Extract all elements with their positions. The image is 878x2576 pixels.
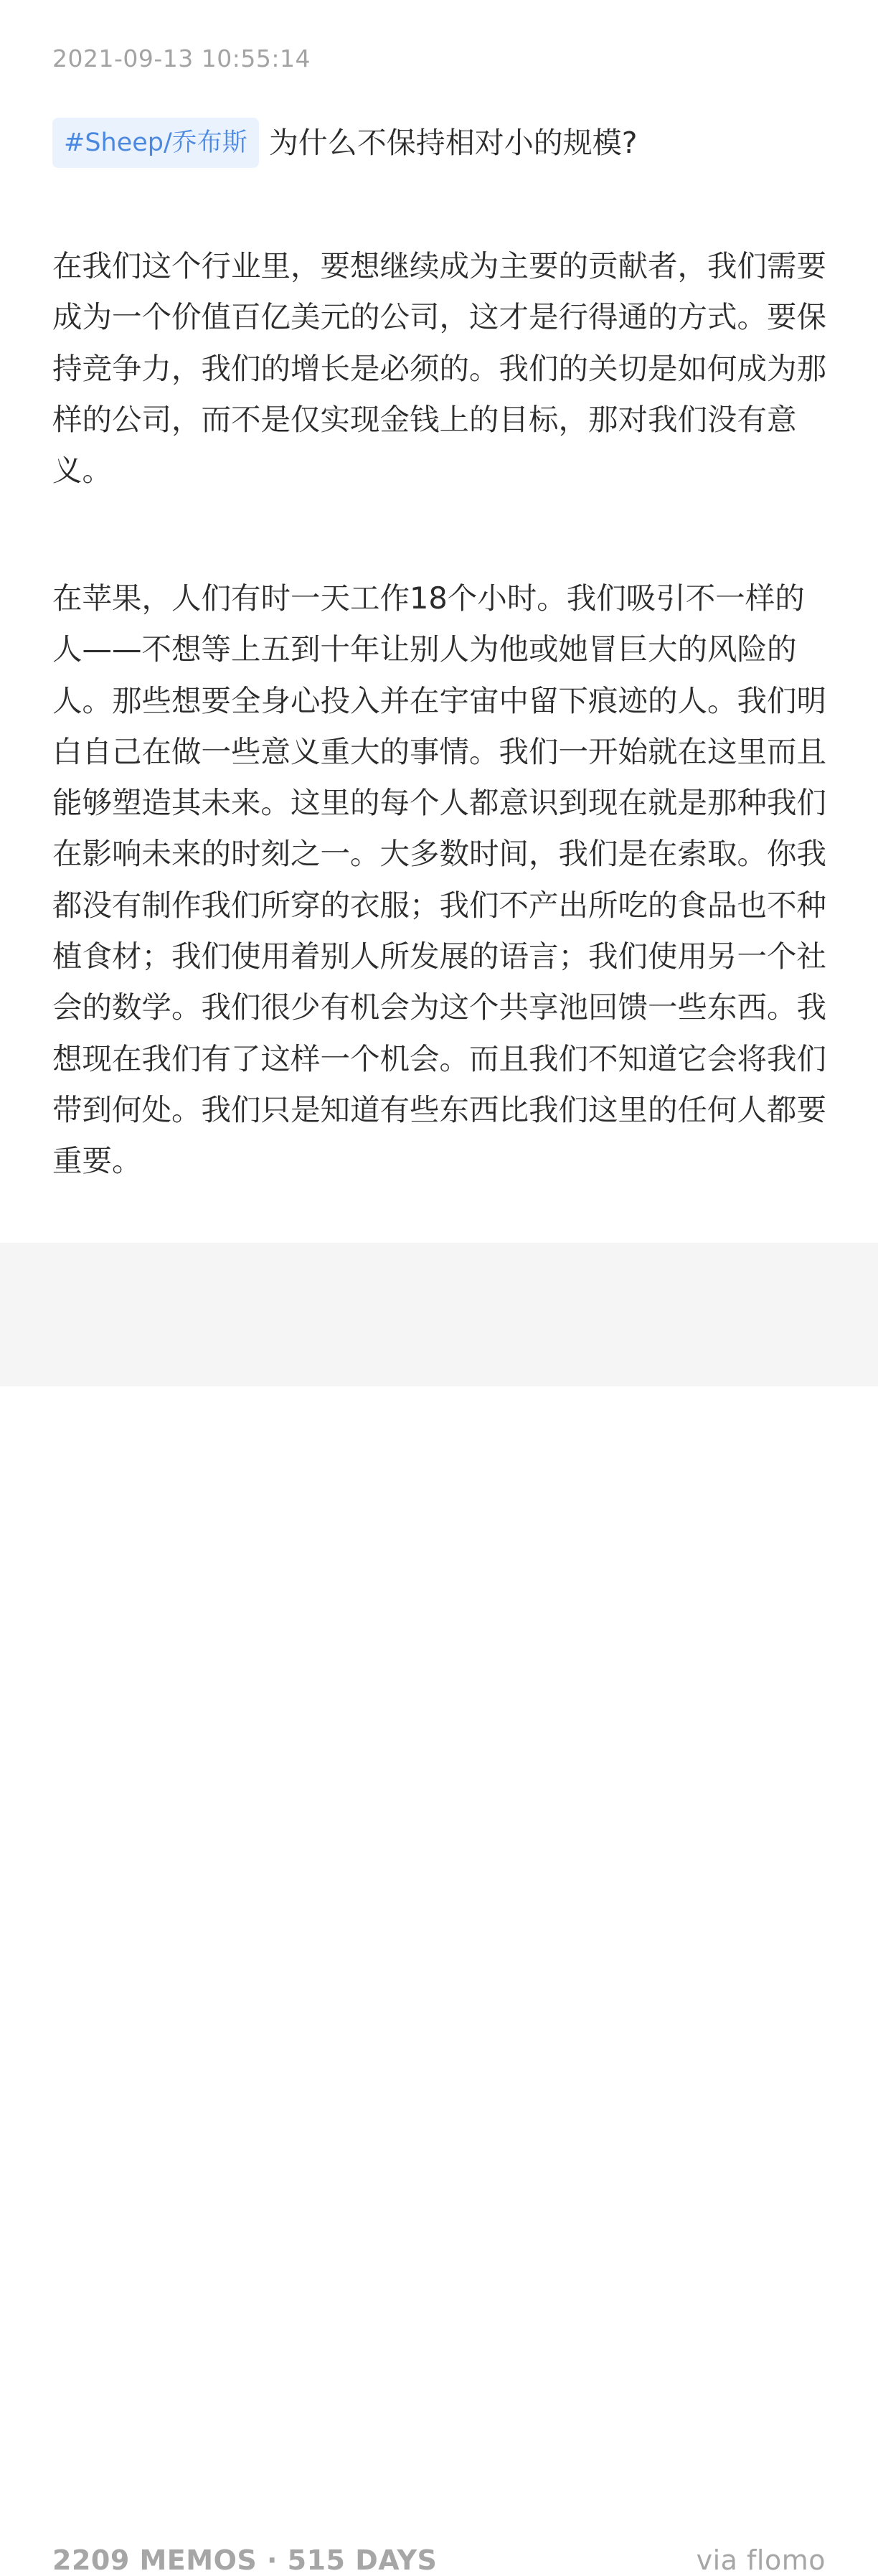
via-flomo-label: via flomo (696, 2544, 826, 2576)
memo-title: 为什么不保持相对小的规模? (268, 126, 638, 160)
memo-paragraph: 在我们这个行业里，要想继续成为主要的贡献者，我们需要成为一个价值百亿美元的公司，这才是行得通的方式。要保持竞争力，我们的增长是必须的。我们的关切是如何成为那样的公司，而不是仅实现金钱上的目标，那对我们没有意义。 (52, 248, 827, 489)
memo-card (0, 0, 878, 1243)
memo-paragraph: 在苹果，人们有时一天工作18个小时。我们吸引不一样的人——不想等上五到十年让别人为他或她冒巨大的风险的人。那些想要全身心投入并在宇宙中留下痕迹的人。我们明白自己在做一些意义重大的事情。我们一开始就在这里而且能够塑造其未来。这里的每个人都意识到现在就是那种我们在影响未来的时刻之一。大多数时间，我们是在索取。你我都没有制作我们所穿的衣服；我们不产出所吃的食品也不种植食材；我们使用着别人所发展的语言；我们使用另一个社会的数学。我们很少有机会为这个共享池回馈一些东西。我想现在我们有了这样一个机会。而且我们不知道它会将我们带到何处。我们只是知道有些东西比我们这里的任何人都要重要。 (52, 580, 827, 1179)
memo-title-line (52, 118, 638, 168)
memo-timestamp: 2021-09-13 10:55:14 (52, 44, 311, 72)
memo-stats: 2209 MEMOS · 515 DAYS (52, 2544, 438, 2576)
memo-tag[interactable]: #Sheep/乔布斯 (52, 118, 259, 168)
share-footer (0, 1243, 878, 2576)
